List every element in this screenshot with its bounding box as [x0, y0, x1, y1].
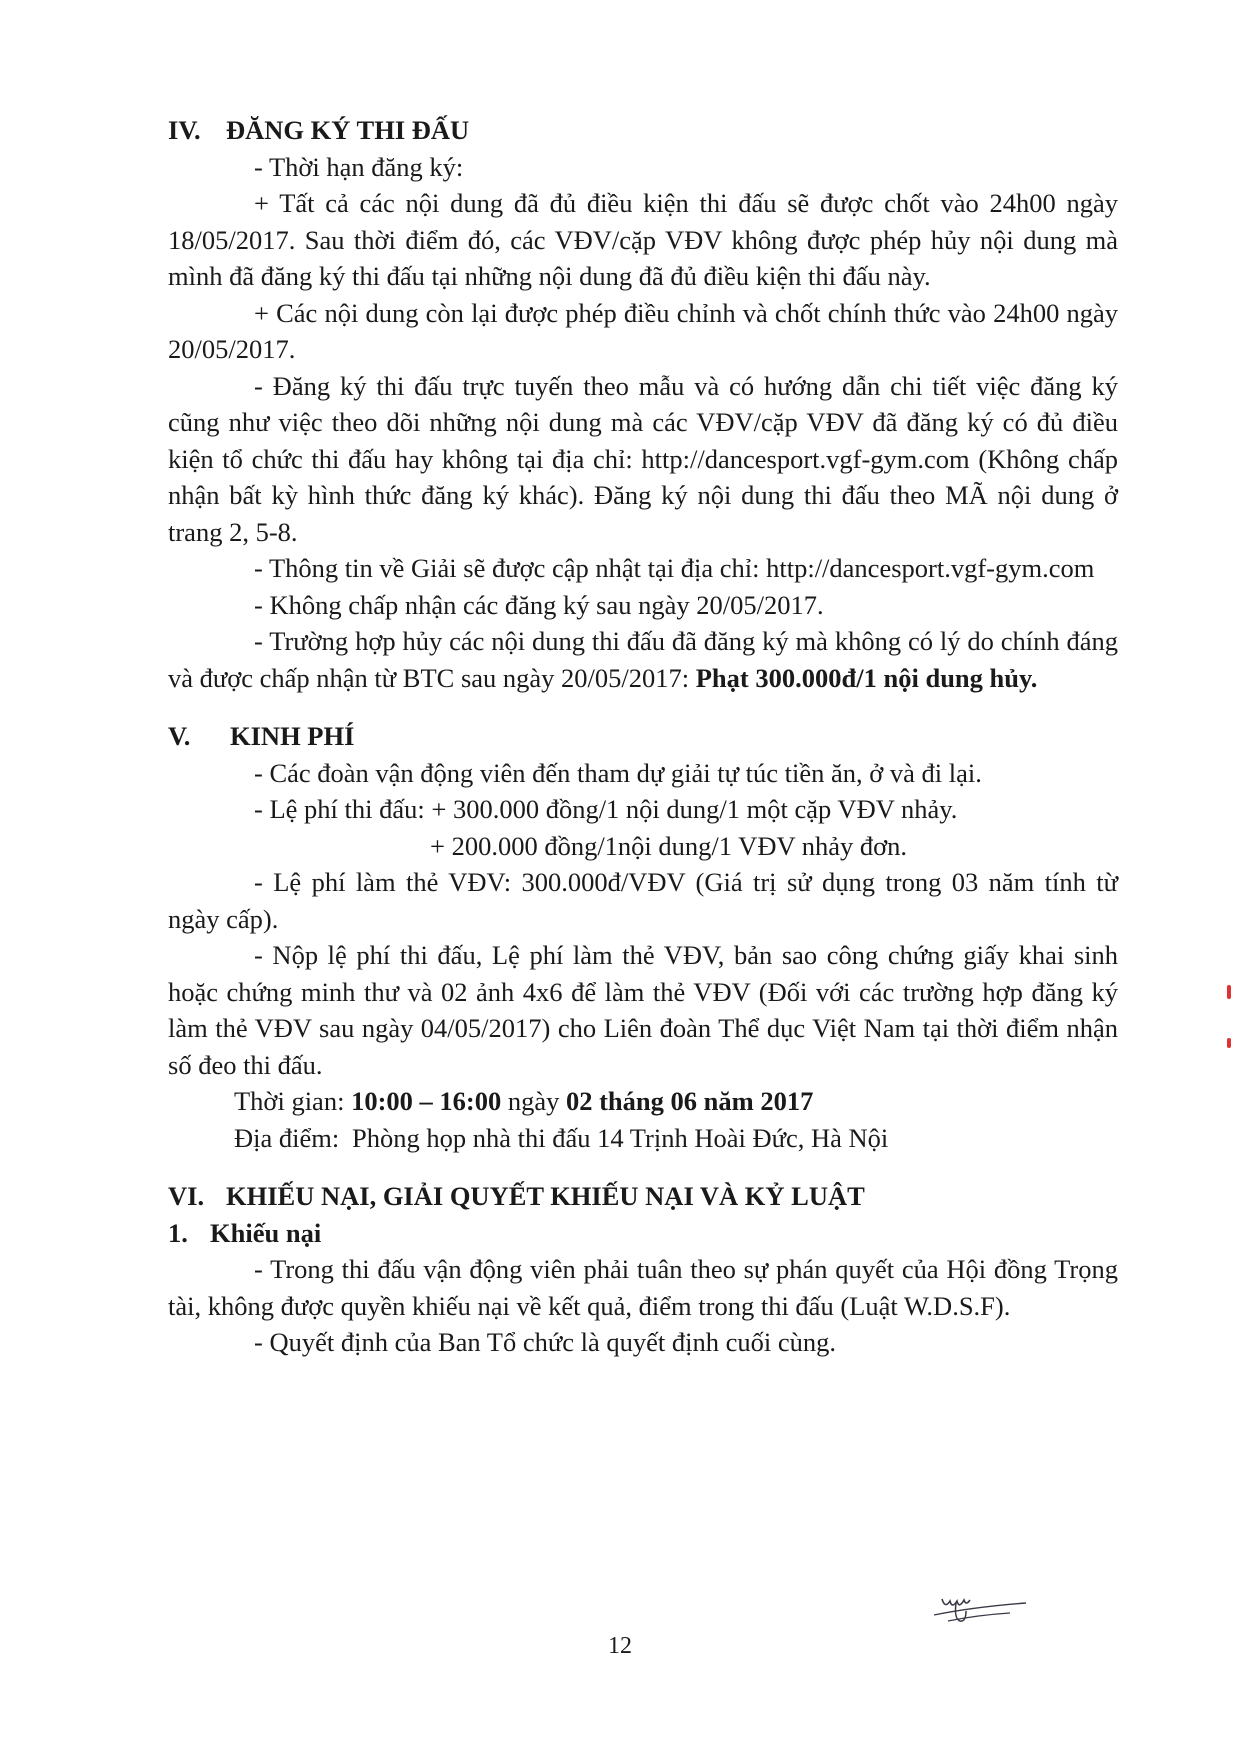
- no-late-registration: - Không chấp nhận các đăng ký sau ngày 20/05/2017.: [254, 589, 824, 620]
- submission-time-row: [168, 1083, 1118, 1120]
- page-content: [168, 112, 1118, 1361]
- time-value: 10:00 – 16:00: [351, 1086, 502, 1116]
- section-vi-heading: [168, 1178, 1118, 1215]
- margin-mark-bottom: [1227, 1038, 1231, 1048]
- self-funded-paragraph: - Các đoàn vận động viên đến tham dự giải tự túc tiền ăn, ở và đi lại.: [254, 757, 982, 788]
- competition-fee-pair: [168, 791, 1118, 828]
- submission-place-row: [168, 1120, 1118, 1157]
- margin-mark-top: [1227, 985, 1231, 999]
- place-value: Phòng họp nhà thi đấu 14 Trịnh Hoài Đức, Hà Nội: [352, 1122, 889, 1153]
- complaint-paragraph-1: - Trong thi đấu vận động viên phải tuân theo sự phán quyết của Hội đồng Trọng tài, không được quyền khiếu nại về kết quả, điểm trong thi đấu (Luật W.D.S.F).: [168, 1254, 1118, 1321]
- online-registration-paragraph: - Đăng ký thi đấu trực tuyến theo mẫu và có hướng dẫn chi tiết việc đăng ký cũng như việc theo dõi những nội dung mà các VĐV/cặp VĐV đã đăng ký có đủ điều kiện tổ chức thi đấu hay không tại địa chỉ: http://dancesport.vgf-gym.com (Không chấp nhận bất kỳ hình thức đăng ký khác). Đăng ký nội dung thi đấu theo MÃ nội dung ở trang 2, 5-8.: [168, 370, 1118, 547]
- info-update-paragraph: - Thông tin về Giải sẽ được cập nhật tại địa chỉ: http://dancesport.vgf-gym.com: [254, 553, 1095, 583]
- complaint-paragraph-2: - Quyết định của Ban Tổ chức là quyết định cuối cùng.: [254, 1327, 837, 1357]
- section-iv-number: IV.: [168, 115, 201, 145]
- section-vi-title: KHIẾU NẠI, GIẢI QUYẾT KHIẾU NẠI VÀ KỶ LUẬT: [226, 1181, 865, 1211]
- registration-deadline-label: - Thời hạn đăng ký:: [254, 151, 464, 182]
- section-iv-heading: [168, 112, 1118, 149]
- submission-paragraph: - Nộp lệ phí thi đấu, Lệ phí làm thẻ VĐV, bản sao công chứng giấy khai sinh hoặc chứng minh thư và 02 ảnh 4x6 để làm thẻ VĐV (Đối với các trường hợp đăng ký làm thẻ VĐV sau ngày 04/05/2017) cho Liên đoàn Thể dục Việt Nam tại thời điểm nhận số đeo thi đấu.: [168, 940, 1118, 1080]
- cancellation-penalty: Phạt 300.000đ/1 nội dung hủy.: [695, 662, 1038, 693]
- deadline-item-2: + Các nội dung còn lại được phép điều chỉnh và chốt chính thức vào 24h00 ngày 20/05/2017.: [168, 297, 1118, 364]
- section-iv-title: ĐĂNG KÝ THI ĐẤU: [226, 115, 470, 145]
- section-v-heading: [168, 718, 1118, 755]
- section-v-title: KINH PHÍ: [230, 721, 355, 751]
- subsection-1-heading: [168, 1215, 1118, 1252]
- fee-pair-text: + 300.000 đồng/1 nội dung/1 một cặp VĐV nhảy.: [431, 794, 958, 824]
- section-vi-number: VI.: [168, 1181, 205, 1211]
- section-v-number: V.: [168, 721, 191, 751]
- deadline-item-1: + Tất cả các nội dung đã đủ điều kiện thi đấu sẽ được chốt vào 24h00 ngày 18/05/2017. Sau thời điểm đó, các VĐV/cặp VĐV không được phép hủy nội dung mà mình đã đăng ký thi đấu tại những nội dung đã đủ điều kiện thi đấu này.: [168, 188, 1118, 291]
- subsection-1-title: Khiếu nại: [210, 1217, 322, 1248]
- athlete-card-fee: - Lệ phí làm thẻ VĐV: 300.000đ/VĐV (Giá trị sử dụng trong 03 năm tính từ ngày cấp).: [168, 867, 1118, 934]
- subsection-1-number: 1.: [168, 1217, 188, 1248]
- cancellation-paragraph: [168, 623, 1118, 696]
- page-number: 12: [608, 1633, 632, 1659]
- cancellation-text: - Trường hợp hủy các nội dung thi đấu đã đăng ký mà không có lý do chính đáng và được chấp nhận từ BTC sau ngày 20/05/2017:: [168, 626, 1118, 693]
- competition-fee-label: - Lệ phí thi đấu:: [254, 794, 432, 824]
- date-value: 02 tháng 06 năm 2017: [565, 1086, 814, 1116]
- date-prefix: ngày: [501, 1086, 566, 1116]
- place-label: Địa điểm:: [234, 1122, 340, 1153]
- competition-fee-solo: + 200.000 đồng/1nội dung/1 VĐV nhảy đơn.: [430, 830, 908, 861]
- time-label: Thời gian:: [234, 1086, 352, 1116]
